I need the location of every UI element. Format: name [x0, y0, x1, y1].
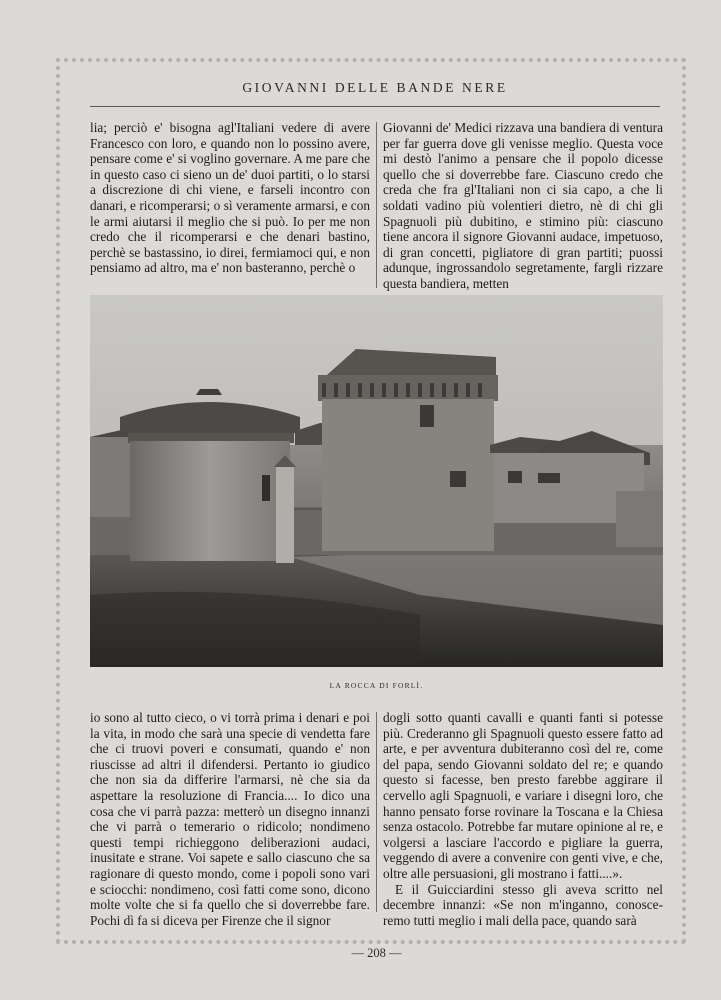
top-right-column [383, 120, 663, 292]
bottom-left-column [90, 710, 370, 928]
column-divider [376, 712, 377, 912]
bottom-right-paragraph: dogli sotto quanti cavalli e quanti fanti si potesse più. Crederanno gli Spagnuoli questo essere fatto ad arte, e per avventura dubiteranno così del re, come del papa, sendo Giovanni soldato del re; e quando questo si facesse, ben presto farebbe aggirare il cervello agli Spagnuoli, e variare i disegni loro, che hanno pensato forse rovinare la Toscana e la Chiesa senza ostacolo. Potrebbe far mutare opinione al re, e volgersi a lasciare l'accordo e pigliare la guerra, veggendo di avere a convenire con genti vive, e che, oltre alle persuasioni, gli mostrano i fatti....». [383, 710, 663, 881]
header-rule [90, 106, 660, 107]
top-left-paragraph: lia; perciò e' bisogna agl'Italiani vedere di avere Francesco con loro, e quando non lo possino avere, pensare come e' si voglino governare. A me pare che in questo caso ci sieno un de' duoi partiti, o lo starsi a discrezione di chi viene, e farseli incontro con danari, e ricomperarsi; o sì veramente armarsi, e con le armi aiutarsi il meglio che si può. Io per me non credo che il ricomperarsi e che denari bastino, perchè se bastassino, io direi, fermiamoci qui, e non pensiamo ad altro, ma e' non basteranno, perchè o [90, 120, 370, 276]
photo-caption: LA ROCCA DI FORLÌ. [329, 681, 424, 690]
bottom-text-columns [90, 710, 663, 928]
bottom-right-column [383, 710, 663, 928]
bottom-right-paragraph-2: E il Guicciardini stesso gli aveva scritto nel decembre innanzi: «Se non m'inganno, conosceremo tutti meglio i mali della pace, quando sarà [383, 881, 663, 928]
bottom-left-paragraph: io sono al tutto cieco, o vi torrà prima i denari e poi la vita, in modo che sarà una specie di vendetta fare che ci truovi poveri e consumati, quando e' non riuscisse ad altri il difendersi. Pertanto io giudico che non sia da differire l'armarsi, nè che sia da aspettare la resoluzione di Francia.... Io dico una cosa che vi parrà pazza: metterò un disegno innanzi che vi parrà o temerario o ridicolo; nondimeno questi tempi richieggono deliberazioni audaci, inusitate e strane. Voi sapete e sallo ciascuno che sa ragionare di questo mondo, come i popoli sono vari e sciocchi: nondimeno, così fatti come sono, dicono molte volte che si fa quello che si doverrebbe fare. Pochi dì fa si diceva per Firenze che il signor [90, 710, 370, 928]
running-head: GIOVANNI DELLE BANDE NERE [242, 80, 508, 95]
top-left-column [90, 120, 370, 292]
top-right-paragraph: Giovanni de' Medici rizzava una bandiera di ventura per far guerra dove gli venisse meglio. Questa voce mi destò l'animo a pensare che il popolo dicesse quello che si doverrebbe fare. Ciascuno credo che creda che fra gl'Italiani non ci sia capo, a che li soldati vadino più volentieri dietro, nè di chi gli Spagnuoli più dubitino, e stimino più: ciascuno tiene ancora il signore Giovanni audace, impetuoso, di gran concetti, pigliatore di gran partiti; puossi adunque, ingrossandolo segretamente, fargli rizzare questa bandiera, metten [383, 120, 663, 291]
castle-photograph [90, 295, 663, 667]
page-number: — 208 — [351, 946, 402, 960]
top-text-columns [90, 120, 663, 292]
column-divider [376, 122, 377, 288]
